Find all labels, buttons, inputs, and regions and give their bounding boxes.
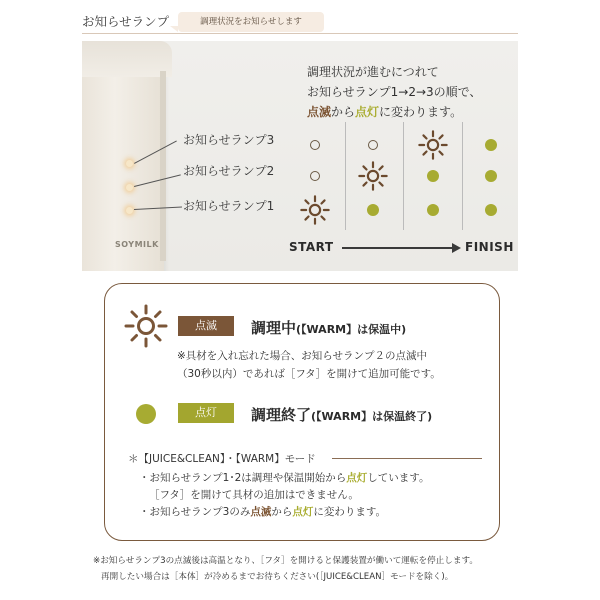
section-badge: 調理状況をお知らせします <box>178 12 324 32</box>
mode-item-1-post: しています。 <box>367 472 430 484</box>
lit-dot <box>367 204 379 216</box>
intro-blink: 点滅 <box>307 105 332 119</box>
lamp-3-stage-1-off-icon <box>300 130 330 160</box>
footer-line-1: ※お知らせランプ3の点滅後は高温となり、［フタ］を開けると保護装置が働いて運転を停止します。 <box>93 556 478 566</box>
lamp-1-stage-1-blink-icon <box>300 195 330 225</box>
blink-tag: 点滅 <box>178 316 234 336</box>
lamp-label-3: お知らせランプ3 <box>183 133 275 147</box>
machine-lid <box>82 41 172 77</box>
lit-dot <box>427 204 439 216</box>
stage-separator-3 <box>462 122 463 230</box>
lamp-label-2: お知らせランプ2 <box>183 164 275 178</box>
mode-divider <box>332 458 482 459</box>
mode-item-3-mid: から <box>271 506 293 518</box>
stage-separator-2 <box>403 122 404 230</box>
off-circle <box>310 140 320 150</box>
lamp-3-stage-2-off-icon <box>358 130 388 160</box>
lamp-2-stage-3-lit-icon <box>418 161 448 191</box>
intro-lit: 点灯 <box>355 105 380 119</box>
intro-mid: から <box>331 105 356 119</box>
footer-note <box>93 553 478 585</box>
lamp-1-stage-3-lit-icon <box>418 195 448 225</box>
lamp-label-1: お知らせランプ1 <box>183 199 275 213</box>
header-divider <box>82 33 518 34</box>
lit-dot <box>485 204 497 216</box>
lit-state-title <box>251 404 432 425</box>
led-lamp-1 <box>126 207 133 214</box>
led-lamp-2 <box>126 184 133 191</box>
finish-label: FINISH <box>465 240 514 254</box>
lamp-1-stage-2-lit-icon <box>358 195 388 225</box>
lit-title: 調理終了 <box>251 406 312 424</box>
mode-list <box>139 470 429 521</box>
lamp-2-stage-2-blink-icon <box>358 161 388 191</box>
lit-tag: 点灯 <box>178 403 234 423</box>
mode-item-2: ［フタ］を開けて具材の追加はできません。 <box>149 489 359 501</box>
lamp-3-stage-4-lit-icon <box>476 130 506 160</box>
blink-title: 調理中 <box>251 319 297 337</box>
lamp-1-stage-4-lit-icon <box>476 195 506 225</box>
mode-item-1-pre: ・お知らせランプ1･2は調理や保温開始から <box>139 472 347 484</box>
mode-item-3-post: に変わります。 <box>313 506 387 518</box>
section-title: お知らせランプ <box>82 14 170 29</box>
brand-label: SOYMILK <box>115 240 159 249</box>
lit-dot-icon <box>136 404 156 424</box>
mode-item-3-pre: ・お知らせランプ3のみ <box>139 506 251 518</box>
lit-dot <box>485 170 497 182</box>
intro-line-3 <box>307 102 481 122</box>
intro-end: に変わります。 <box>379 105 463 119</box>
intro-text <box>307 62 481 122</box>
intro-line-2: お知らせランプ1→2→3の順で、 <box>307 85 482 99</box>
machine-edge <box>160 71 166 261</box>
blink-note <box>177 347 441 383</box>
progress-arrow-head <box>452 243 461 253</box>
intro-line-1: 調理状況が進むにつれて <box>307 65 439 79</box>
mode-heading: ＊【JUICE&CLEAN】・【WARM】モード <box>128 453 316 465</box>
blink-note-line-1: ※具材を入れ忘れた場合、お知らせランプ２の点滅中 <box>177 350 427 362</box>
progress-arrow <box>342 247 458 249</box>
lamp-3-stage-3-blink-icon <box>418 130 448 160</box>
footer-line-2: 再開したい場合は［本体］が冷めるまでお待ちください(［JUICE&CLEAN］モードを除く)。 <box>101 572 454 582</box>
blink-subtitle: (【WARM】は保温中) <box>296 323 407 336</box>
lamp-2-stage-4-lit-icon <box>476 161 506 191</box>
led-lamp-3 <box>126 160 133 167</box>
lit-dot <box>427 170 439 182</box>
blink-note-line-2: （30秒以内）であれば［フタ］を開けて追加可能です。 <box>177 368 441 380</box>
stage-separator-1 <box>345 122 346 230</box>
badge-notch <box>170 26 178 32</box>
mode-item-3-blink: 点滅 <box>250 506 272 518</box>
start-label: START <box>289 240 334 254</box>
off-circle <box>310 171 320 181</box>
lit-dot <box>485 139 497 151</box>
mode-item-1-lit: 点灯 <box>346 472 368 484</box>
blink-state-title <box>251 317 406 338</box>
off-circle <box>368 140 378 150</box>
mode-item-3 <box>139 504 429 521</box>
mode-item-1 <box>139 470 429 487</box>
lit-subtitle: (【WARM】は保温終了) <box>311 410 433 423</box>
lamp-2-stage-1-off-icon <box>300 161 330 191</box>
blink-sun-icon <box>124 304 168 348</box>
mode-item-3-lit: 点灯 <box>292 506 314 518</box>
